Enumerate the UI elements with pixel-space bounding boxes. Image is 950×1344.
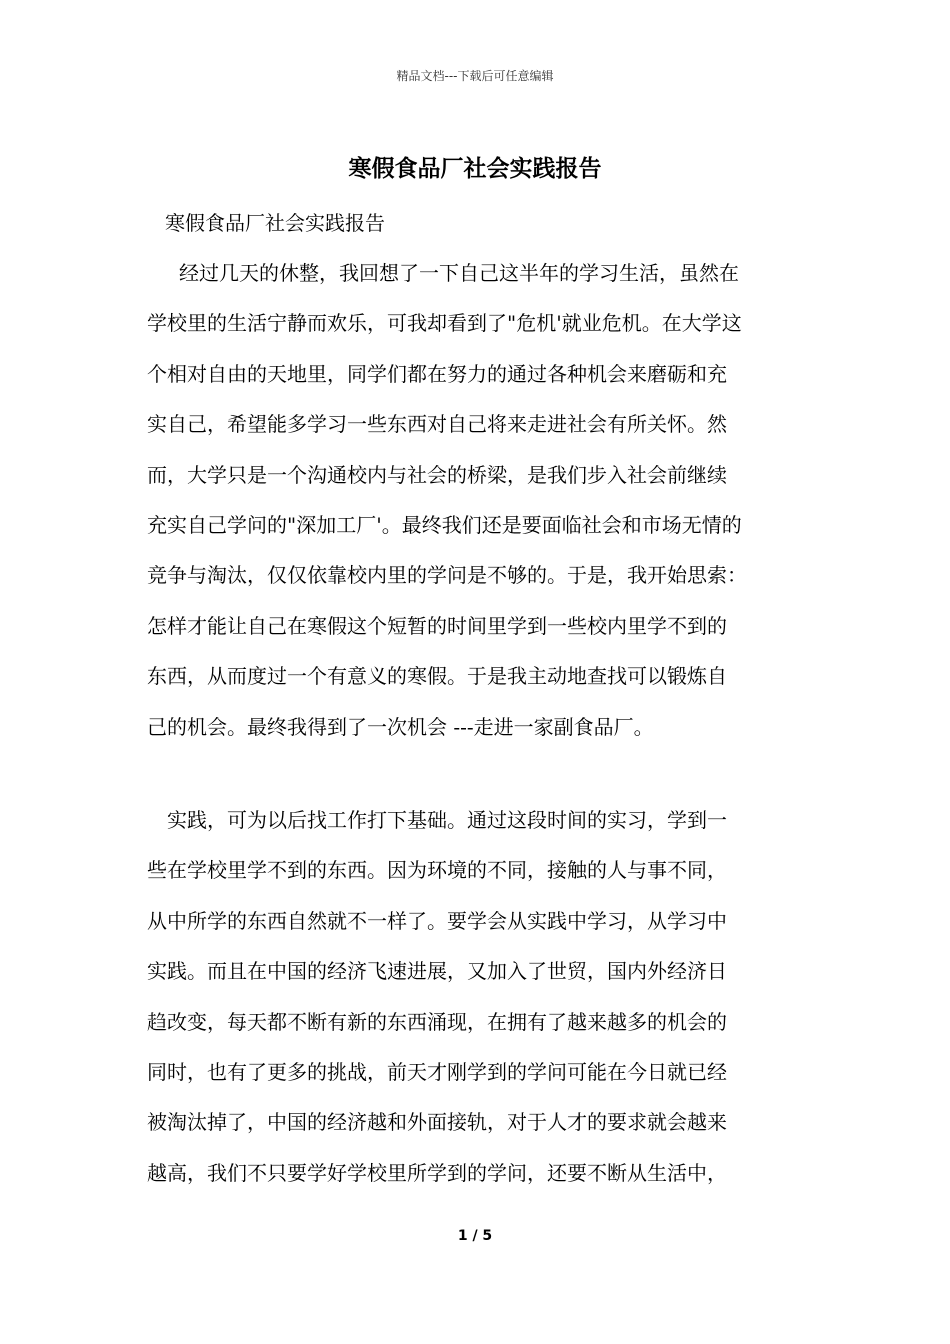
- paragraph-line: 竞争与淘汰，仅仅依靠校内里的学问是不够的。于是，我开始思索：: [147, 563, 747, 588]
- paragraph-line: 被淘汰掉了，中国的经济越和外面接轨，对于人才的要求就会越来: [147, 1110, 727, 1135]
- paragraph-line: 而，大学只是一个沟通校内与社会的桥梁，是我们步入社会前继续: [147, 462, 727, 487]
- paragraph-line: 越高，我们不只要学好学校里所学到的学问，还要不断从生活中，: [147, 1160, 727, 1185]
- paragraph-line: 些在学校里学不到的东西。因为环境的不同，接触的人与事不同，: [147, 858, 727, 883]
- paragraph-line: 实自己，希望能多学习一些东西对自己将来走进社会有所关怀。然: [147, 412, 727, 437]
- paragraph-line: 经过几天的休整，我回想了一下自己这半年的学习生活，虽然在: [179, 261, 739, 285]
- paragraph-1: [147, 248, 807, 752]
- page-header: 精品文档---下载后可任意编辑: [396, 69, 554, 83]
- paragraph-line: 实践，可为以后找工作打下基础。通过这段时间的实习，学到一: [167, 808, 727, 832]
- paragraph-line: 己的机会。最终我得到了一次机会 ---走进一家副食品厂。: [147, 714, 654, 739]
- paragraph-line: 学校里的生活宁静而欢乐，可我却看到了"危机'就业危机。在大学这: [147, 311, 742, 336]
- paragraph-line: 从中所学的东西自然就不一样了。要学会从实践中学习，从学习中: [147, 908, 727, 933]
- paragraph-2: [147, 795, 807, 1198]
- paragraph-line: 充实自己学问的"深加工厂'。最终我们还是要面临社会和市场无情的: [147, 512, 742, 537]
- paragraph-line: 趋改变，每天都不断有新的东西涌现，在拥有了越来越多的机会的: [147, 1009, 727, 1034]
- subtitle-line: 寒假食品厂社会实践报告: [165, 211, 385, 235]
- paragraph-line: 同时，也有了更多的挑战，前天才刚学到的学问可能在今日就已经: [147, 1059, 727, 1084]
- paragraph-line: 怎样才能让自己在寒假这个短暂的时间里学到一些校内里学不到的: [147, 613, 727, 638]
- page-number: 1 / 5: [457, 1228, 493, 1244]
- paragraph-line: 个相对自由的天地里，同学们都在努力的通过各种机会来磨砺和充: [147, 361, 727, 386]
- paragraph-line: 东西，从而度过一个有意义的寒假。于是我主动地查找可以锻炼自: [147, 664, 727, 689]
- document-title: 寒假食品厂社会实践报告: [348, 155, 602, 182]
- paragraph-line: 实践。而且在中国的经济飞速进展，又加入了世贸，国内外经济日: [147, 959, 727, 984]
- document-subtitle: [147, 198, 807, 248]
